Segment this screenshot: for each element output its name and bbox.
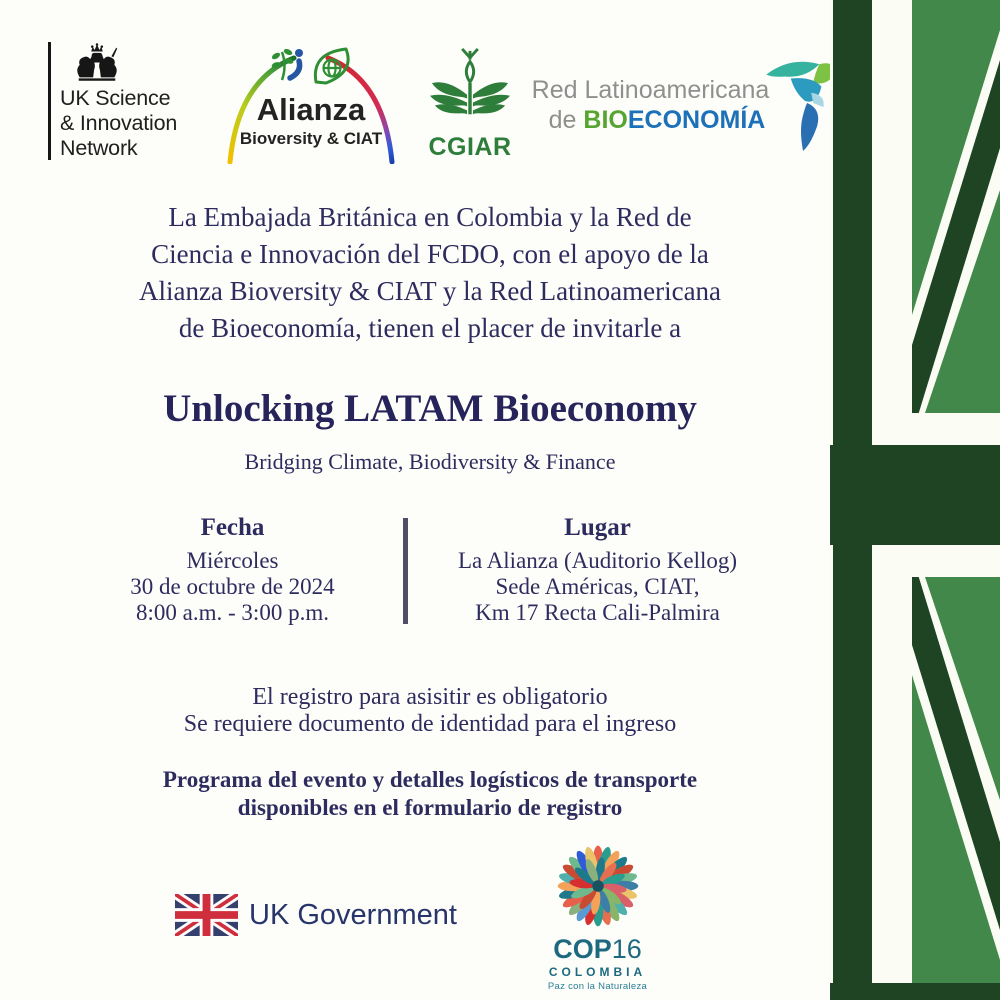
alianza-name: Alianza (256, 92, 366, 127)
registration-note (30, 684, 830, 738)
event-subtitle: Bridging Climate, Biodiversity & Finance (244, 449, 616, 474)
uksin-logo (48, 42, 177, 161)
program-line-2: disponibles en el formulario de registro (237, 795, 623, 820)
registration-line-1: El registro para asisitir es obligatorio (252, 684, 608, 710)
alianza-subtitle: Bioversity & CIAT (239, 129, 383, 148)
uksin-line-3: Network (60, 136, 138, 160)
ukgov-label: UK Government (249, 898, 457, 931)
intro-line-4: de Bioeconomía, tienen el placer de invitarle a (178, 313, 682, 343)
fecha-line-2: 30 de octubre de 2024 (130, 574, 335, 599)
intro-line-1: La Embajada Británica en Colombia y la Red de (168, 202, 692, 232)
cop16-cop: COP (553, 934, 612, 964)
cop16-flower-icon (548, 838, 648, 934)
lugar-line-2: Sede Américas, CIAT, (495, 574, 700, 599)
redlat-bio: BIO (583, 106, 628, 134)
fecha-line-3: 8:00 a.m. - 3:00 p.m. (136, 600, 329, 625)
cop16-logo (520, 838, 675, 992)
redlat-line1: Red Latinoamericana (531, 76, 770, 104)
uksin-text (60, 86, 177, 161)
uksin-line-2: & Innovation (60, 111, 178, 135)
registration-line-2: Se requiere documento de identidad para el ingreso (183, 711, 677, 737)
intro-paragraph (30, 199, 830, 347)
cop16-tagline: Paz con la Naturaleza (547, 981, 648, 992)
redlat-line2 (528, 106, 786, 135)
lugar-line-3: Km 17 Recta Cali-Palmira (475, 600, 720, 625)
green-flag-pattern (830, 0, 1000, 1000)
intro-line-2: Ciencia e Innovación del FCDO, con el apoyo de la (151, 239, 709, 269)
redlat-economia: ECONOMÍA (627, 106, 766, 134)
ukgov-logo (175, 894, 457, 936)
cgiar-label: CGIAR (428, 133, 512, 161)
cgiar-logo (426, 46, 514, 162)
union-jack-icon (175, 894, 238, 936)
alianza-logo (216, 44, 406, 164)
fecha-block (60, 514, 405, 626)
cop16-country: COLOMBIA (548, 965, 647, 979)
program-line-1: Programa del evento y detalles logísticos de transporte (162, 767, 698, 792)
redlat-logo (528, 74, 828, 154)
fecha-label: Fecha (200, 514, 265, 541)
redlat-de: de (548, 106, 584, 134)
fecha-line-1: Miércoles (186, 548, 279, 573)
cop16-title (520, 936, 675, 962)
lugar-label: Lugar (564, 514, 631, 541)
lugar-line-1: La Alianza (Auditorio Kellog) (457, 548, 738, 573)
royal-crest-icon (72, 42, 122, 84)
cop16-num: 16 (611, 934, 642, 964)
event-title: Unlocking LATAM Bioeconomy (163, 387, 697, 430)
intro-line-3: Alianza Bioversity & CIAT y la Red Latinoamericana (138, 276, 722, 306)
cgiar-wheat-icon (426, 46, 514, 126)
vertical-divider (403, 518, 408, 624)
lugar-block (425, 514, 770, 626)
uksin-line-1: UK Science (60, 86, 171, 110)
uksin-bar (48, 42, 51, 160)
program-note (30, 766, 830, 822)
